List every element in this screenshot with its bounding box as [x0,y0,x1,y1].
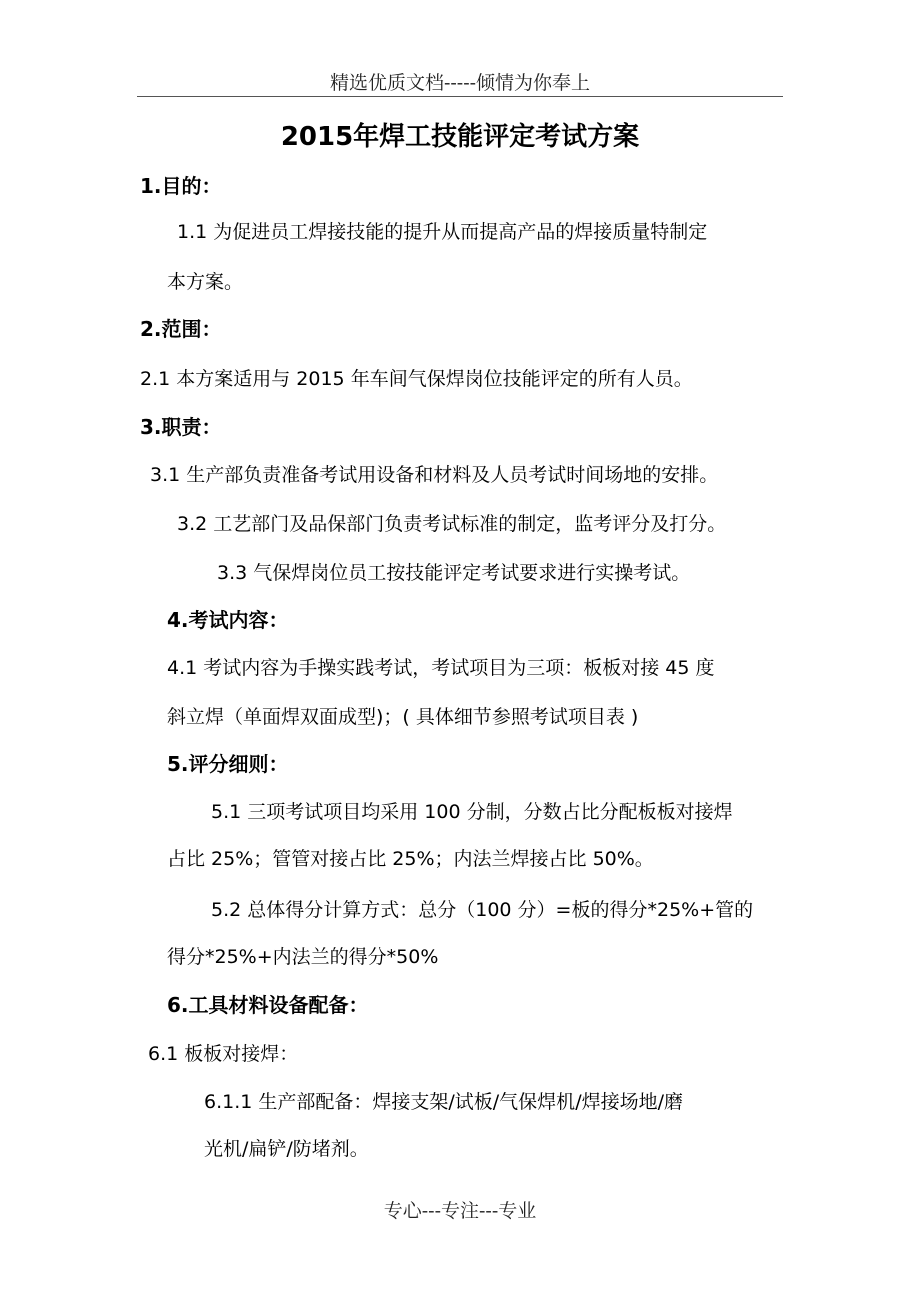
section-3-item-1: 3.1 生产部负责准备考试用设备和材料及人员考试时间场地的安排。 [150,464,719,486]
section-1-paragraph-line-1: 1.1 为促进员工焊接技能的提升从而提高产品的焊接质量特制定 [177,221,708,243]
section-5-heading: 5.评分细则： [167,752,289,776]
section-3-item-3: 3.3 气保焊岗位员工按技能评定考试要求进行实操考试。 [217,562,691,584]
section-5-item-1-line-1: 5.1 三项考试项目均采用 100 分制，分数占比分配板板对接焊 [211,801,733,823]
section-2-paragraph: 2.1 本方案适用与 2015 年车间气保焊岗位技能评定的所有人员。 [140,368,693,390]
section-6-heading: 6.工具材料设备配备： [167,993,369,1017]
section-2-heading: 2.范围： [140,317,222,341]
section-5-item-2-line-1: 5.2 总体得分计算方式：总分（100 分）=板的得分*25%+管的 [211,899,754,921]
section-4-heading: 4.考试内容： [167,608,289,632]
section-6-subitem-1-line-2: 光机/扁铲/防堵剂。 [204,1138,369,1160]
section-3-heading: 3.职责： [140,415,222,439]
section-4-paragraph-line-2: 斜立焊（单面焊双面成型)；( 具体细节参照考试项目表 ) [167,706,639,728]
header-divider [137,96,783,97]
section-1-paragraph-line-2: 本方案。 [167,271,244,293]
page-footer: 专心---专注---专业 [383,1200,537,1222]
section-3-item-2: 3.2 工艺部门及品保部门负责考试标准的制定，监考评分及打分。 [177,513,727,535]
section-6-item-1: 6.1 板板对接焊： [148,1043,299,1065]
page-header: 精选优质文档-----倾情为你奉上 [329,72,591,94]
document-title: 2015年焊工技能评定考试方案 [280,122,640,152]
section-5-item-2-line-2: 得分*25%+内法兰的得分*50% [167,946,439,968]
section-1-heading: 1.目的： [140,174,222,198]
section-5-item-1-line-2: 占比 25%；管管对接占比 25%；内法兰焊接占比 50%。 [167,848,654,870]
section-4-paragraph-line-1: 4.1 考试内容为手操实践考试，考试项目为三项：板板对接 45 度 [167,657,715,679]
section-6-subitem-1-line-1: 6.1.1 生产部配备：焊接支架/试板/气保焊机/焊接场地/磨 [204,1091,683,1113]
